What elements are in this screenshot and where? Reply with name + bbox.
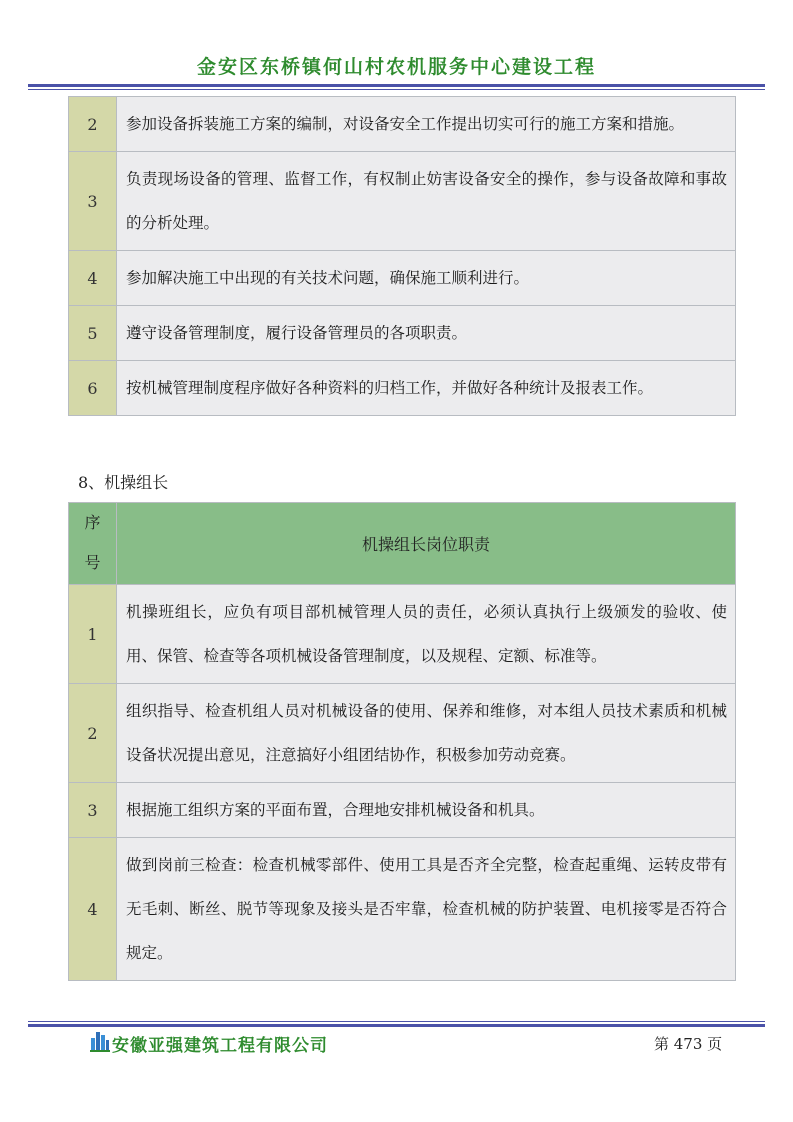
row-number: 5 (69, 306, 117, 361)
building-logo-icon (90, 1030, 110, 1052)
table-row (69, 361, 736, 416)
row-number: 3 (69, 152, 117, 251)
row-text: 遵守设备管理制度，履行设备管理员的各项职责。 (117, 306, 736, 361)
row-text: 机操班组长，应负有项目部机械管理人员的责任，必须认真执行上级颁发的验收、使用、保管、检查等各项机械设备管理制度，以及规程、定额、标准等。 (117, 585, 736, 684)
document-header-title: 金安区东桥镇何山村农机服务中心建设工程 (196, 56, 596, 78)
header-number-text: 序号 (84, 513, 101, 572)
table-row (69, 152, 736, 251)
row-text: 参加设备拆装施工方案的编制，对设备安全工作提出切实可行的施工方案和措施。 (117, 97, 736, 152)
header-rule-thin (28, 89, 765, 90)
table-row (69, 585, 736, 684)
row-number: 4 (69, 251, 117, 306)
table-row (69, 251, 736, 306)
footer-rule-thick (28, 1024, 765, 1027)
page-number: 第 473 页 (654, 1035, 723, 1053)
footer-company-name: 安徽亚强建筑工程有限公司 (112, 1036, 328, 1056)
section-heading: 8、机操组长 (78, 473, 169, 492)
row-text: 做到岗前三检查：检查机械零部件、使用工具是否齐全完整，检查起重绳、运转皮带有无毛刺、断丝、脱节等现象及接头是否牢靠，检查机械的防护装置、电机接零是否符合规定。 (117, 838, 736, 981)
table-header-row (69, 503, 736, 585)
row-text: 负责现场设备的管理、监督工作，有权制止妨害设备安全的操作，参与设备故障和事故的分析处理。 (117, 152, 736, 251)
row-text: 组织指导、检查机组人员对机械设备的使用、保养和维修，对本组人员技术素质和机械设备状况提出意见，注意搞好小组团结协作，积极参加劳动竞赛。 (117, 684, 736, 783)
table-row (69, 783, 736, 838)
row-number: 2 (69, 97, 117, 152)
table-row (69, 306, 736, 361)
row-number: 6 (69, 361, 117, 416)
header-title-label: 机操组长岗位职责 (117, 503, 736, 585)
row-text: 参加解决施工中出现的有关技术问题，确保施工顺利进行。 (117, 251, 736, 306)
row-text: 根据施工组织方案的平面布置，合理地安排机械设备和机具。 (117, 783, 736, 838)
duties-table-bottom (68, 502, 736, 981)
row-text: 按机械管理制度程序做好各种资料的归档工作，并做好各种统计及报表工作。 (117, 361, 736, 416)
footer-rule-thin (28, 1021, 765, 1022)
header-rule-thick (28, 84, 765, 87)
table-row (69, 97, 736, 152)
row-number: 4 (69, 838, 117, 981)
row-number: 2 (69, 684, 117, 783)
header-number-label (69, 503, 117, 585)
table-row (69, 838, 736, 981)
row-number: 3 (69, 783, 117, 838)
duties-table-top (68, 96, 736, 416)
row-number: 1 (69, 585, 117, 684)
table-row (69, 684, 736, 783)
